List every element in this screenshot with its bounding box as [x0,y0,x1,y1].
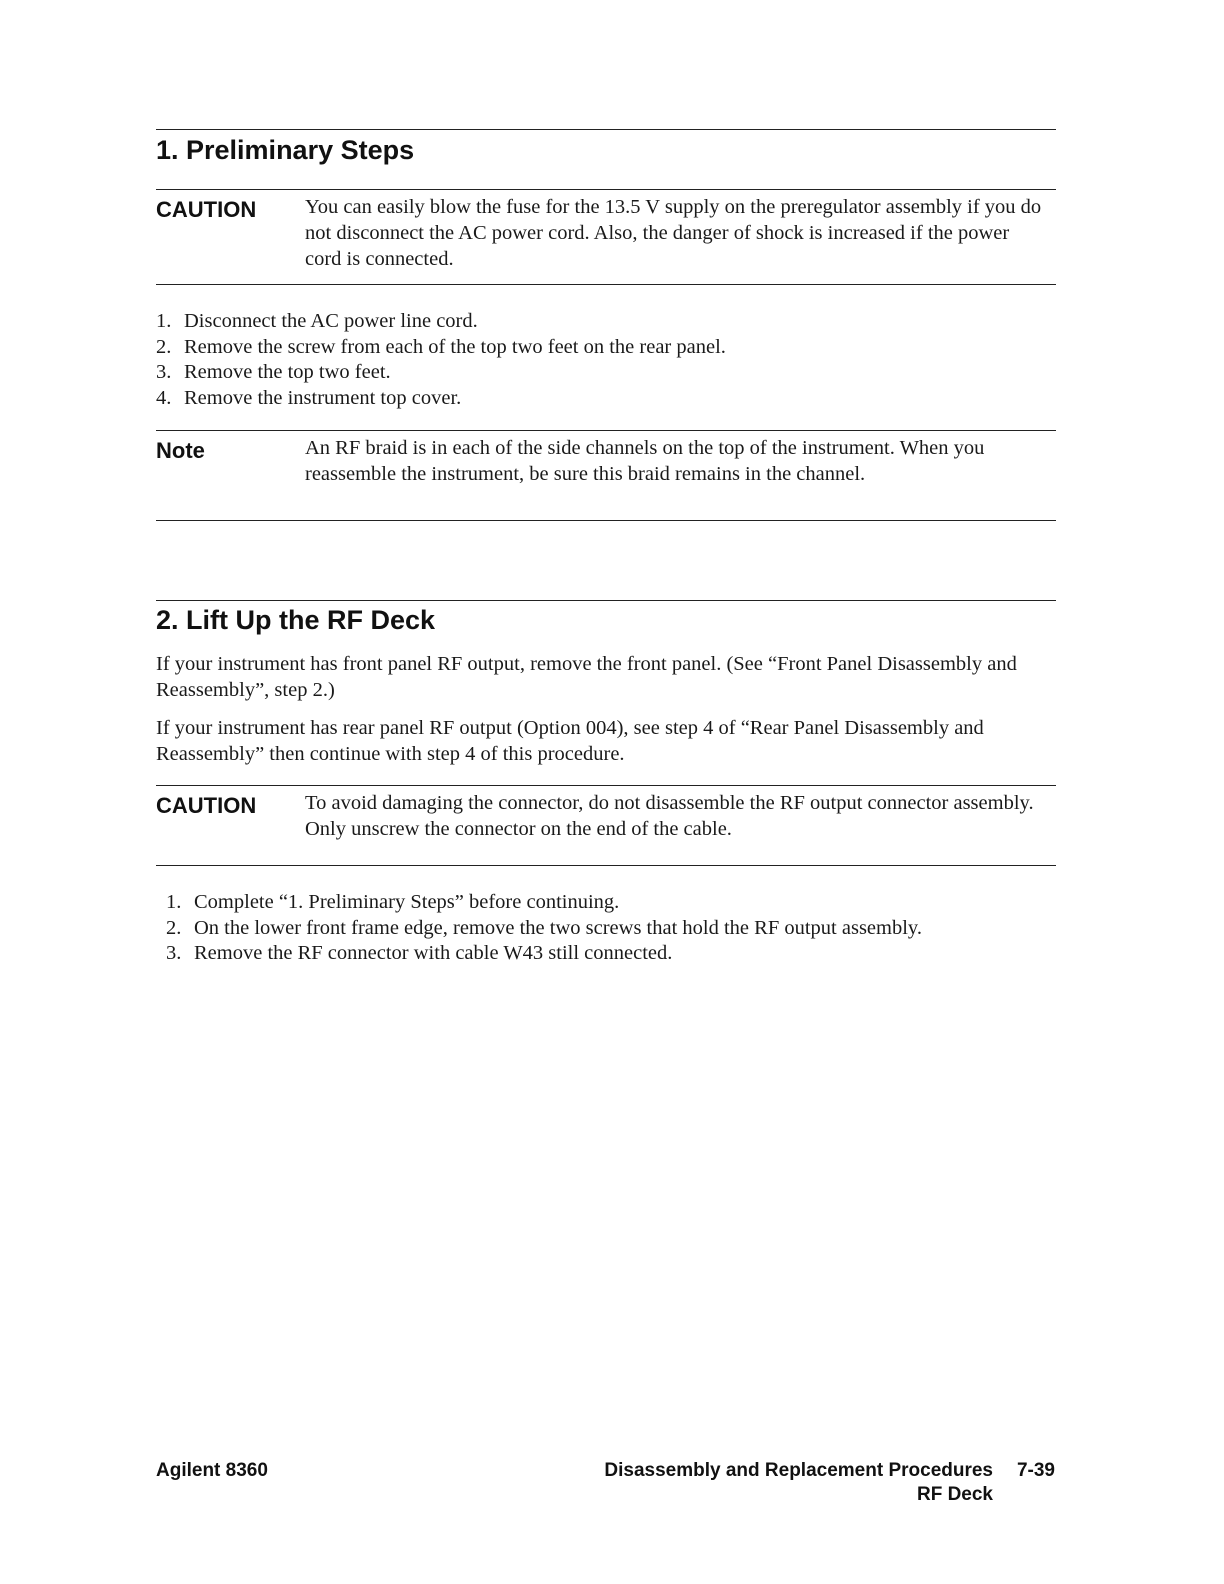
section1-steps [156,309,726,411]
caution2-bottom-rule [156,865,1056,866]
caution2-top-rule [156,785,1056,786]
caution2-text: To avoid damaging the connector, do not disassemble the RF output connector assembly. Only unscrew the connector on the end of the cable. [305,792,1034,840]
step-text: Remove the RF connector with cable W43 still connected. [194,942,673,964]
step-text: Disconnect the AC power line cord. [184,310,478,332]
section2-paragraph-2: If your instrument has rear panel RF output (Option 004), see step 4 of “Rear Panel Disassembly and Reassembly” then continue with step 4 of this procedure. [156,717,984,765]
step-text: Remove the top two feet. [184,361,391,383]
footer-subsection: RF Deck [916,1484,993,1505]
step-number: 2. [166,916,182,939]
note-text: An RF braid is in each of the side channels on the top of the instrument. When you reassemble the instrument, be sure this braid remains in the channel. [305,437,985,485]
note-top-rule [156,430,1056,431]
footer-chapter: Disassembly and Replacement Procedures [604,1460,993,1481]
note-label: Note [156,438,205,463]
step-number: 1. [166,891,182,913]
footer-page-number: 7-39 [1016,1460,1055,1481]
section2-top-rule [156,600,1056,601]
section2-paragraph-1: If your instrument has front panel RF output, remove the front panel. (See “Front Panel Disassembly and Reassembly”, step 2.) [156,653,1017,701]
list-item [156,309,726,335]
section1-heading: 1. Preliminary Steps [156,135,415,165]
list-item [156,335,726,361]
list-item [166,890,922,916]
list-item [166,916,922,942]
step-text: Complete “1. Preliminary Steps” before continuing. [194,891,620,913]
caution1-top-rule [156,189,1056,190]
step-number: 3. [166,942,182,964]
list-item [156,360,726,386]
step-text: On the lower front frame edge, remove the two screws that hold the RF output assembly. [194,916,922,939]
step-number: 4. [156,386,172,409]
caution1-text: You can easily blow the fuse for the 13.5 V supply on the preregulator assembly if you do not disconnect the AC power cord. Also, the danger of shock is increased if the power cord is connected. [305,196,1042,270]
footer-product: Agilent 8360 [156,1460,268,1481]
step-text: Remove the instrument top cover. [184,386,462,409]
list-item [156,386,726,412]
section2-heading: 2. Lift Up the RF Deck [156,605,436,635]
caution1-bottom-rule [156,284,1056,285]
step-number: 2. [156,335,172,358]
step-number: 1. [156,310,172,332]
step-text: Remove the screw from each of the top two feet on the rear panel. [184,335,726,358]
list-item [166,941,922,967]
note-bottom-rule [156,520,1056,521]
section2-steps [166,890,922,967]
caution1-label: CAUTION [156,197,257,222]
caution2-label: CAUTION [156,793,257,818]
section1-top-rule [156,129,1056,130]
step-number: 3. [156,361,172,383]
